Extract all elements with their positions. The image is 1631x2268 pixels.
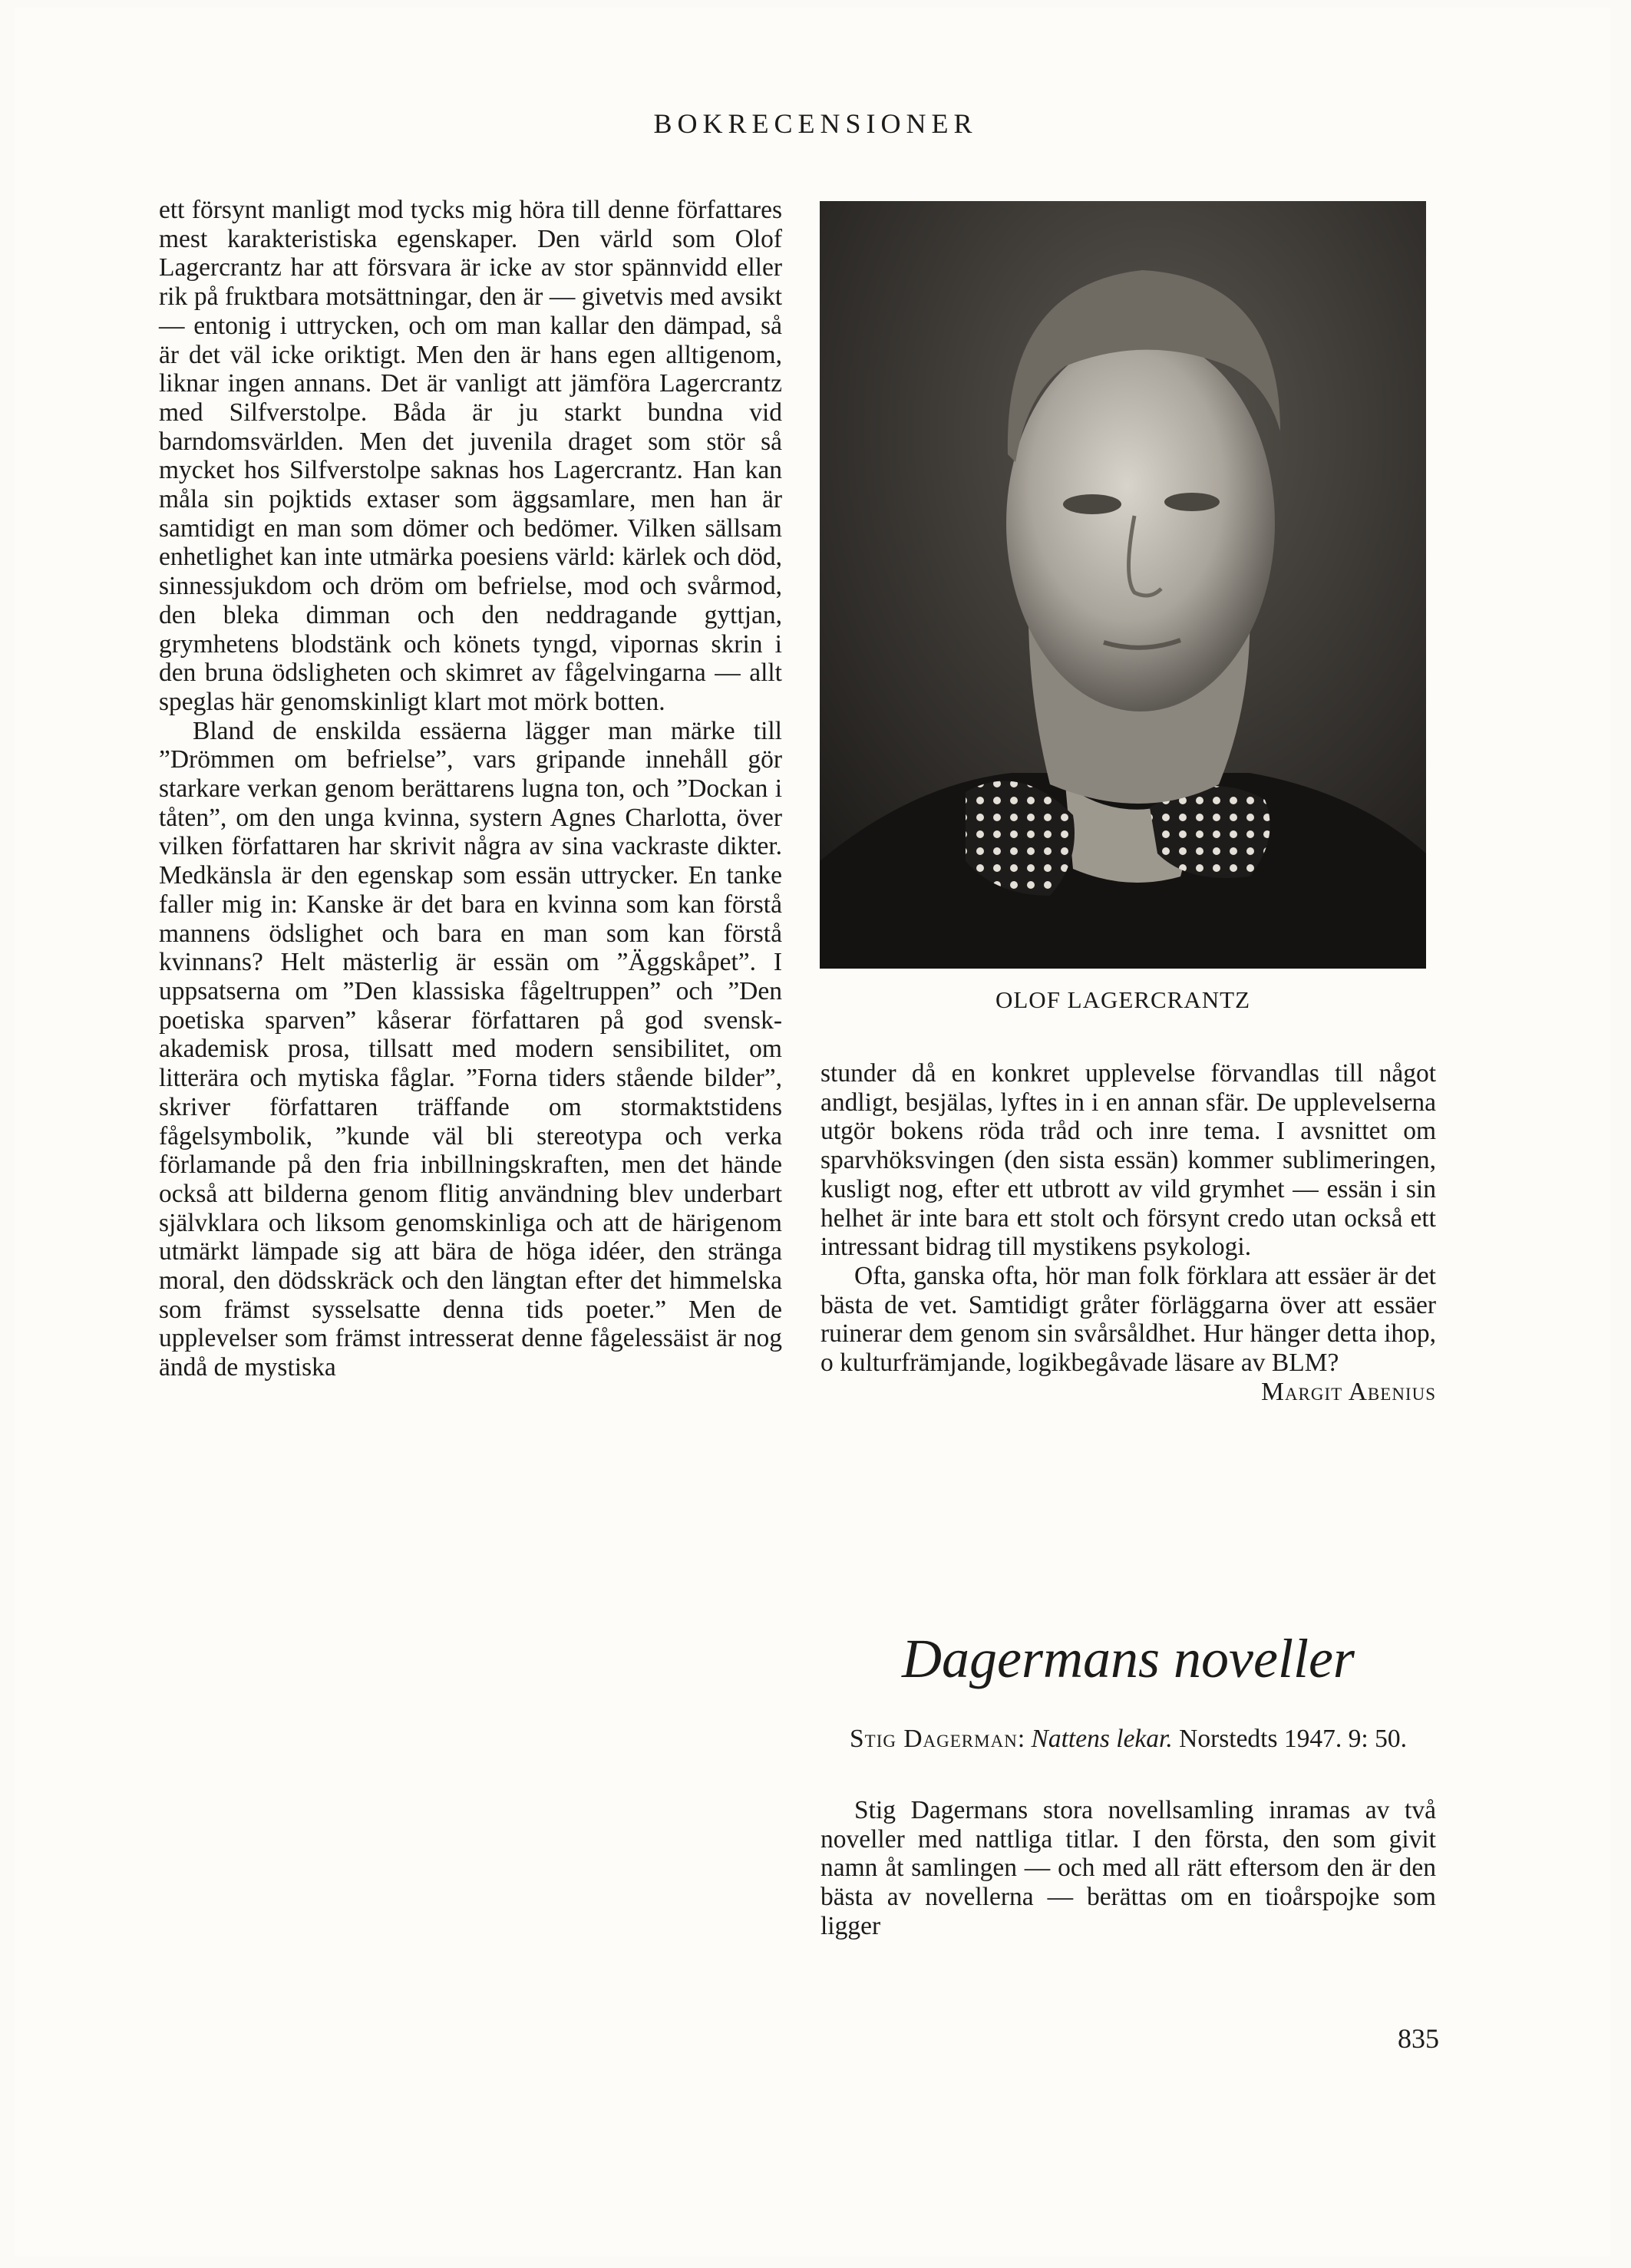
review-book-info: Stig Dagerman: Nattens lekar. Norstedts 1947. 9: 50. <box>850 1725 1407 1753</box>
right-paragraph-1: stunder då en konkret upplevelse förvandlas till något andligt, besjälas, lyftes in i en annan sfär. De upplevelserna utgör bokens röda tråd och inre tema. I avsnittet om sparvhöksvingen (den sista essän) kommer sublimeringen, kusligt nog, efter ett utbrott av vild grymhet — essän i sin helhet är inte bara ett stolt och försynt credo utan också ett intressant bidrag till mystikens psykologi. <box>820 1059 1436 1262</box>
review-author: Stig Dagerman <box>850 1725 1018 1753</box>
review-book-title: Nattens lekar. <box>1031 1725 1173 1753</box>
page-number: 835 <box>1398 2023 1439 2054</box>
reviewer-signature: Margit Abenius <box>1261 1377 1436 1406</box>
review-paragraph-1: Stig Dagermans stora novellsamling inramas av två noveller med nattliga titlar. I den första, den som givit namn åt samlingen — och med all rätt eftersom den är den bästa av novellerna — berättas om en tioårspojke som ligger <box>820 1796 1436 1940</box>
section-header: BOKRECENSIONER <box>653 108 978 139</box>
photo-caption: OLOF LAGERCRANTZ <box>995 986 1251 1013</box>
review-publisher-line: Norstedts 1947. 9: 50. <box>1179 1725 1407 1753</box>
review-body <box>820 1796 1436 1941</box>
left-column <box>159 196 782 1382</box>
right-paragraph-2-text: Ofta, ganska ofta, hör man folk förklara att essäer är det bästa de vet. Samtidigt gråter förläggarna över att essäer ruinerar dem genom sin svårsåldhet. Hur hänger detta ihop, o kulturfrämjande, logikbegåvade läsare av BLM? <box>820 1261 1436 1378</box>
portrait-illustration <box>820 201 1426 969</box>
author-portrait-photo <box>820 201 1426 969</box>
right-paragraph-2 <box>820 1261 1436 1406</box>
review-title: Dagermans noveller <box>902 1628 1355 1689</box>
right-column <box>820 1059 1436 1406</box>
left-paragraph-1: ett försynt manligt mod tycks mig höra till denne författares mest karakteristiska egenskaper. Den värld som Olof Lagercrantz har att försvara är icke av stor spännvidd eller rik på fruktbara motsättningar, den är — givetvis med avsikt — entonig i uttrycken, och om man kallar den dämpad, så är det väl icke oriktigt. Men den är hans egen alltigenom, liknar ingen annans. Det är vanligt att jämföra Lagercrantz med Silfverstolpe. Båda är ju starkt bundna vid barndomsvärlden. Men det juvenila draget som stör så mycket hos Silfverstolpe saknas hos Lagercrantz. Han kan måla sin pojktids extaser som äggsamlare, men han är samtidigt en man som dömer och bedömer. Vilken sällsam enhetlighet kan inte utmärka poesiens värld: kärlek och död, sinnessjukdom och dröm om befrielse, mod och svårmod, den bleka dimman och den neddragande gyttjan, grymhetens blodstänk och könets tyngd, vipornas skrin i den bruna ödsligheten och skimret av fågelvingarna — allt speglas här genomskinligt klart mot mörk botten. <box>159 196 782 716</box>
left-paragraph-2: Bland de enskilda essäerna lägger man märke till ”Drömmen om befrielse”, vars gripande innehåll gör starkare verkan genom berättarens lugna ton, och ”Dockan i tåten”, om den unga kvinna, systern Agnes Charlotta, över vilken författaren har skrivit några av sina vackraste dikter. Medkänsla är den egenskap som essän uttrycker. En tanke faller mig in: Kanske är det bara en kvinna som kan förstå mannens ödslighet och bara en man som kan förstå kvinnans? Helt mästerlig är essän om ”Äggskåpet”. I uppsatserna om ”Den klassiska fågeltruppen” och ”Den poetiska sparven” kåserar författaren på god svensk-akademisk prosa, tillsatt med modern sensibilitet, om litterära och mytiska fåglar. ”Forna tiders stående bilder”, skriver författaren träffande om stormaktstidens fågelsymbolik, ”kunde väl bli stereotypa och verka förlamande på den fria inbillningskraften, men det hände också att bilderna genom flitig användning blev underbart självklara och liksom genomskinliga och att de härigenom utmärkt lämpade sig att bära de höga idéer, den stränga moral, den dödsskräck och den längtan efter det himmelska som främst sysselsatte denna tids poeter.” Men de upplevelser som främst intresserat denne fågelessäist är nog ändå de mystiska <box>159 716 782 1382</box>
